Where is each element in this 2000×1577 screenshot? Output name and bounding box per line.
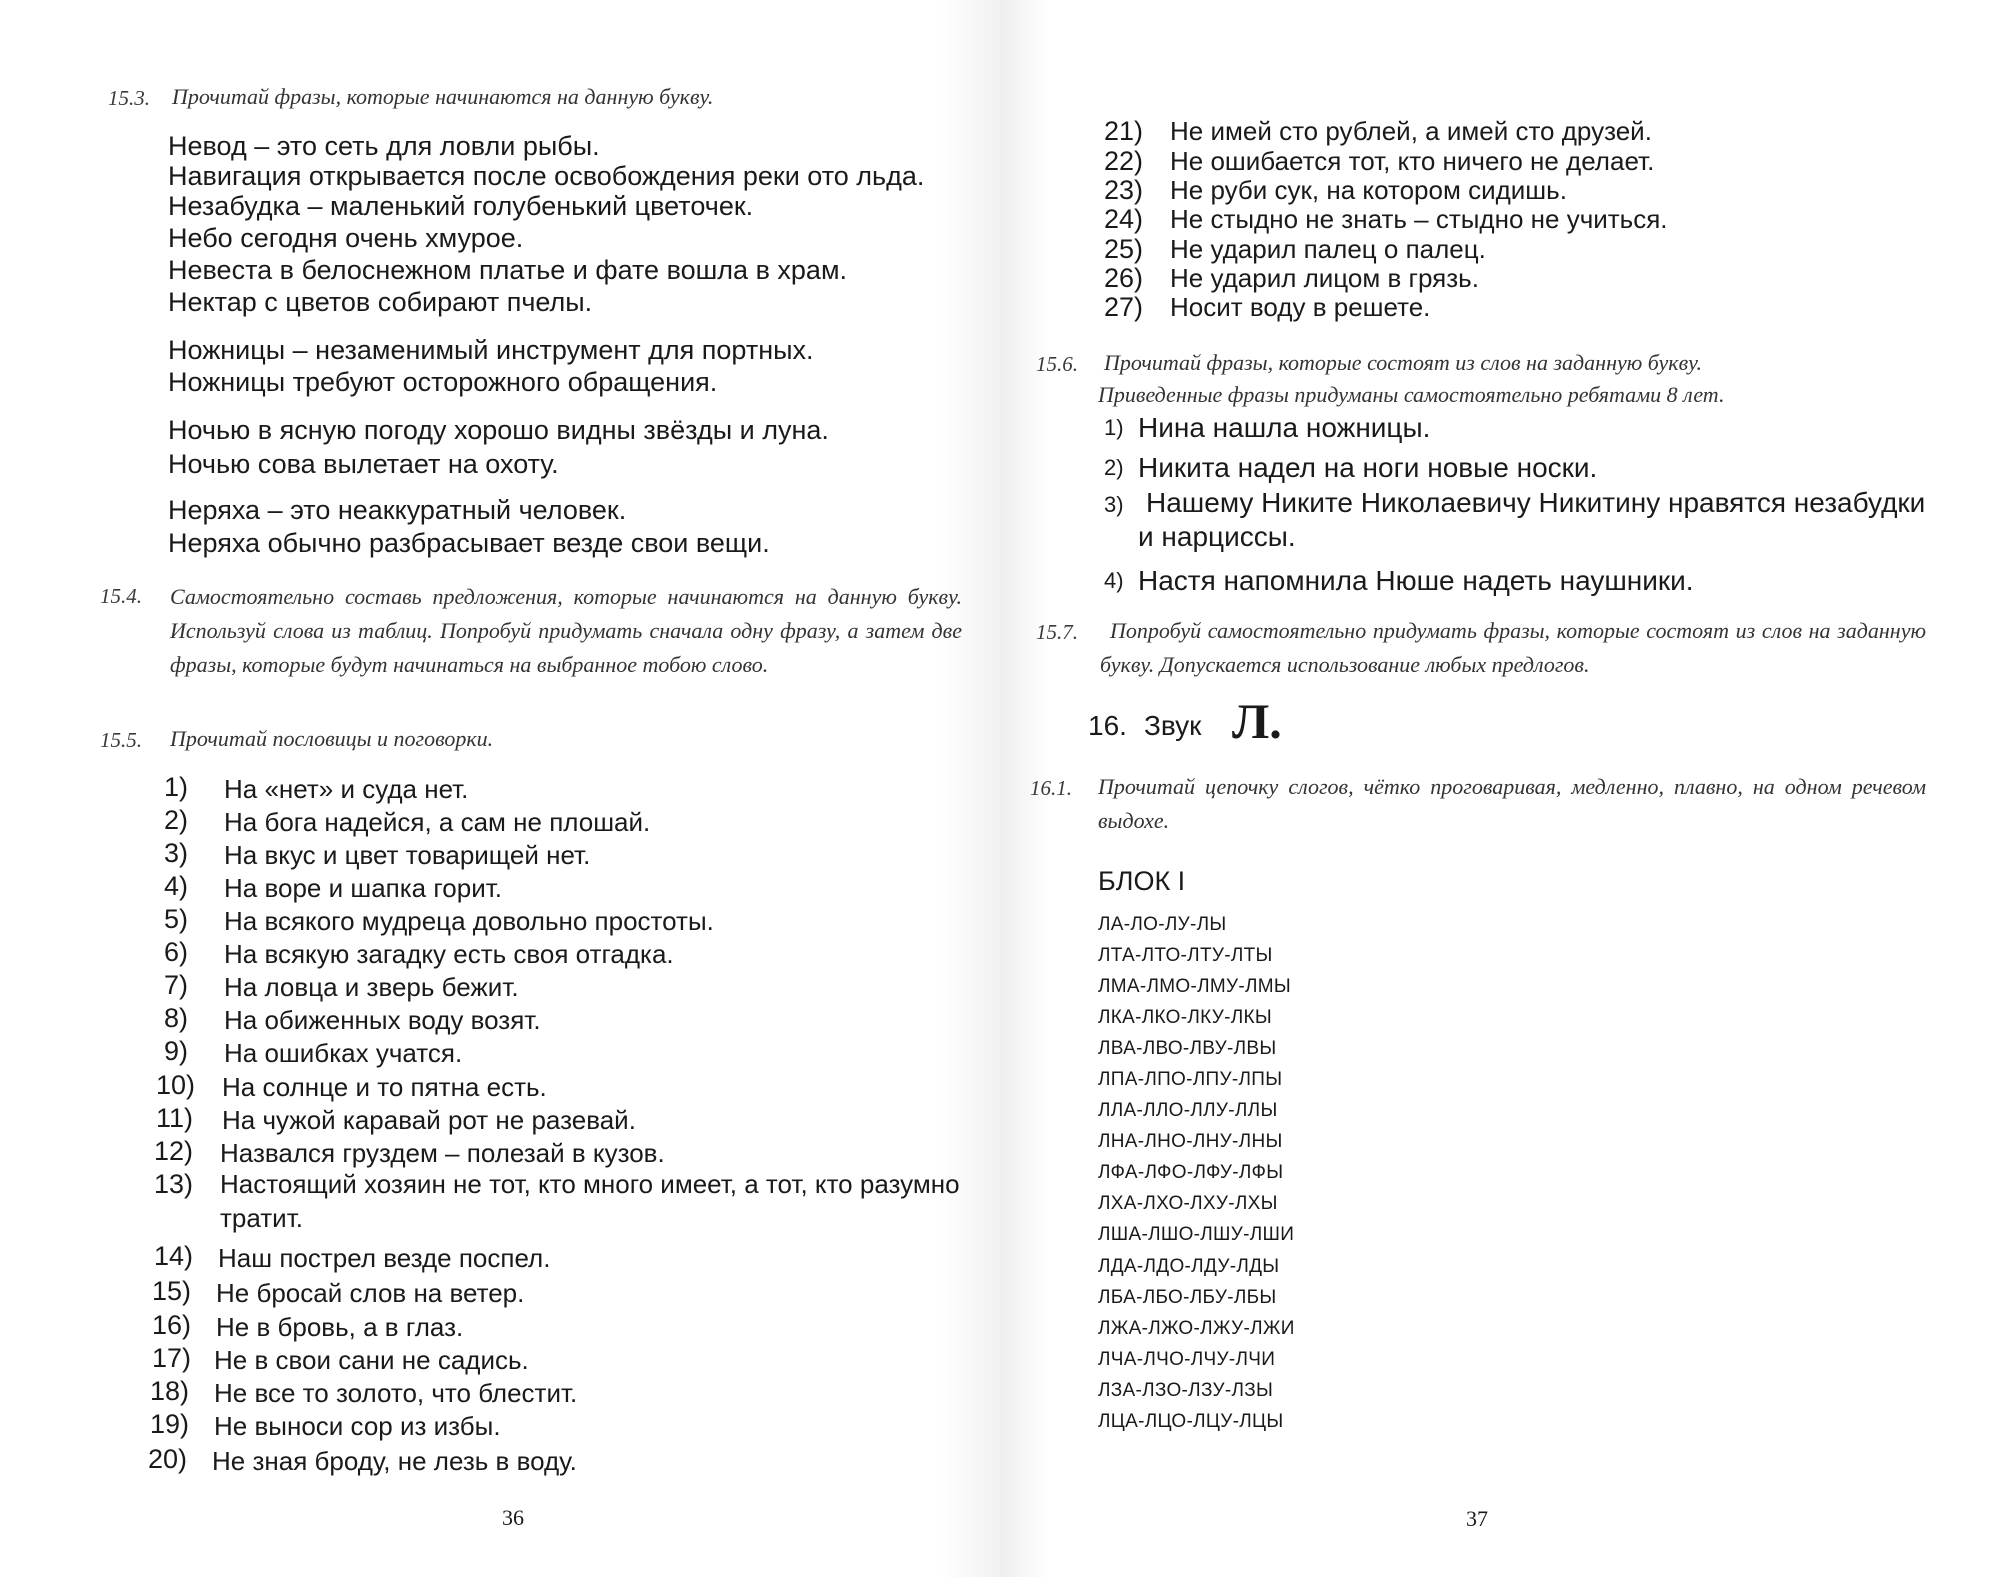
list-item-number: 20) xyxy=(148,1444,188,1474)
task-15-6-line-1: Прочитай фразы, которые состоят из слов на заданную букву. xyxy=(1104,350,1703,375)
list-item-number: 16) xyxy=(152,1310,192,1340)
list-item-text: На ловца и зверь бежит. xyxy=(224,972,519,1002)
list-item-number: 3) xyxy=(1104,492,1124,517)
list-item-text: Не в бровь, а в глаз. xyxy=(216,1312,464,1342)
list-item-text: Не ударил лицом в грязь. xyxy=(1170,263,1479,293)
list-item-text: Не стыдно не знать – стыдно не учиться. xyxy=(1170,204,1668,234)
syllable-chain: ЛКА-ЛКО-ЛКУ-ЛКЫ xyxy=(1098,1007,1272,1028)
list-item-text: На чужой каравай рот не разевай. xyxy=(222,1105,636,1135)
list-item-number: 21) xyxy=(1104,116,1144,146)
syllable-chain: ЛНА-ЛНО-ЛНУ-ЛНЫ xyxy=(1098,1131,1283,1152)
syllable-chain: ЛВА-ЛВО-ЛВУ-ЛВЫ xyxy=(1098,1038,1277,1059)
list-item-number: 26) xyxy=(1104,263,1144,293)
list-item-number: 13) xyxy=(154,1169,194,1199)
syllable-chain: ЛМА-ЛМО-ЛМУ-ЛМЫ xyxy=(1098,976,1292,997)
phrase-line: Небо сегодня очень хмурое. xyxy=(168,223,524,253)
list-item-text: Не ошибается тот, кто ничего не делает. xyxy=(1170,146,1655,176)
list-item-number: 3) xyxy=(164,838,189,868)
section-label: Звук xyxy=(1144,710,1202,741)
list-item-number: 7) xyxy=(164,970,189,1000)
list-item-text: На воре и шапка горит. xyxy=(224,873,502,903)
list-item-number: 27) xyxy=(1104,292,1144,322)
list-item-number: 11) xyxy=(156,1103,194,1133)
syllable-chain: ЛПА-ЛПО-ЛПУ-ЛПЫ xyxy=(1098,1069,1283,1090)
list-item-number: 22) xyxy=(1104,146,1144,176)
list-item-text: Не руби сук, на котором сидишь. xyxy=(1170,175,1567,205)
list-item-text: На вкус и цвет товарищей нет. xyxy=(224,840,591,870)
list-item-text: Не все то золото, что блестит. xyxy=(214,1378,578,1408)
syllable-chain: ЛФА-ЛФО-ЛФУ-ЛФЫ xyxy=(1098,1162,1284,1183)
syllable-chain: ЛА-ЛО-ЛУ-ЛЫ xyxy=(1098,914,1227,935)
list-item-number: 6) xyxy=(164,937,189,967)
syllable-chain: ЛХА-ЛХО-ЛХУ-ЛХЫ xyxy=(1098,1193,1278,1214)
list-item-number: 2) xyxy=(164,805,189,835)
list-item-text: Настоящий хозяин не тот, кто много имеет, а тот, кто разумно тратит. xyxy=(220,1169,960,1233)
block-title: БЛОК I xyxy=(1098,866,1186,896)
right-page xyxy=(1000,0,2000,1577)
task-15-7-text: Попробуй самостоятельно придумать фразы, которые состоят из слов на заданную букву. Допускается использование любых предлогов. xyxy=(1100,618,1926,677)
list-item-text: На ошибках учатся. xyxy=(224,1038,463,1068)
phrase-line: Невод – это сеть для ловли рыбы. xyxy=(168,131,600,161)
list-item-text: Не выноси сор из избы. xyxy=(214,1411,501,1441)
list-item-number: 2) xyxy=(1104,455,1124,480)
phrase-line: Ночью сова вылетает на охоту. xyxy=(168,449,559,479)
list-item-number: 1) xyxy=(164,772,189,802)
syllable-chain: ЛБА-ЛБО-ЛБУ-ЛБЫ xyxy=(1098,1287,1277,1308)
list-item-number: 10) xyxy=(156,1070,196,1100)
list-item-number: 23) xyxy=(1104,175,1144,205)
task-15-4-text: Самостоятельно составь предложения, которые начинаются на данную букву. Используй слова из таблиц. Попробуй придумать сначала одну фразу, а затем две фразы, которые будут начинаться на выбранное тобою слово. xyxy=(170,584,962,677)
task-15-6-number: 15.6. xyxy=(1036,352,1078,376)
page-number: 37 xyxy=(1466,1506,1488,1531)
syllable-chain: ЛЖА-ЛЖО-ЛЖУ-ЛЖИ xyxy=(1098,1318,1295,1339)
list-item-text: Не ударил палец о палец. xyxy=(1170,234,1486,264)
list-item-number: 12) xyxy=(154,1136,194,1166)
list-item-text: Настя напомнила Нюше надеть наушники. xyxy=(1138,565,1694,596)
list-item-number: 17) xyxy=(152,1343,192,1373)
list-item-text: Не бросай слов на ветер. xyxy=(216,1278,525,1308)
syllable-chain: ЛЛА-ЛЛО-ЛЛУ-ЛЛЫ xyxy=(1098,1100,1278,1121)
list-item-text: Никита надел на ноги новые носки. xyxy=(1138,452,1598,483)
syllable-chain: ЛЦА-ЛЦО-ЛЦУ-ЛЦЫ xyxy=(1098,1411,1284,1432)
list-item-text: На бога надейся, а сам не плошай. xyxy=(224,807,651,837)
section-letter: Л. xyxy=(1232,693,1282,749)
list-item-text: На обиженных воду возят. xyxy=(224,1005,541,1035)
task-15-3-text: Прочитай фразы, которые начинаются на данную букву. xyxy=(172,84,714,109)
phrase-line: Незабудка – маленький голубенький цветочек. xyxy=(168,191,754,221)
phrase-line: Невеста в белоснежном платье и фате вошла в храм. xyxy=(168,255,848,285)
list-item-text: Нашему Никите Николаевичу Никитину нравятся незабудки и нарциссы. xyxy=(1138,487,1926,552)
list-item-number: 1) xyxy=(1104,415,1124,440)
list-item-number: 9) xyxy=(164,1036,189,1066)
phrase-line: Ночью в ясную погоду хорошо видны звёзды и луна. xyxy=(168,415,829,445)
syllable-chain: ЛЧА-ЛЧО-ЛЧУ-ЛЧИ xyxy=(1098,1349,1276,1370)
phrase-line: Навигация открывается после освобождения реки ото льда. xyxy=(168,161,925,191)
list-item-number: 24) xyxy=(1104,204,1144,234)
list-item-text: Назвался груздем – полезай в кузов. xyxy=(220,1138,665,1168)
syllable-chain: ЛЗА-ЛЗО-ЛЗУ-ЛЗЫ xyxy=(1098,1380,1274,1401)
syllable-chain: ЛДА-ЛДО-ЛДУ-ЛДЫ xyxy=(1098,1256,1280,1277)
list-item-number: 4) xyxy=(164,871,189,901)
list-item-text: Не имей сто рублей, а имей сто друзей. xyxy=(1170,116,1652,146)
list-item-number: 5) xyxy=(164,904,189,934)
phrase-line: Нектар с цветов собирают пчелы. xyxy=(168,287,593,317)
task-15-5-number: 15.5. xyxy=(100,728,142,752)
list-item-number: 8) xyxy=(164,1003,189,1033)
list-item-number: 18) xyxy=(150,1376,190,1406)
list-item-number: 15) xyxy=(152,1276,192,1306)
task-15-3-number: 15.3. xyxy=(108,86,150,110)
list-item-text: На всякого мудреца довольно простоты. xyxy=(224,906,714,936)
list-item-text: На всякую загадку есть своя отгадка. xyxy=(224,939,674,969)
list-item-number: 25) xyxy=(1104,234,1144,264)
task-16-1-text: Прочитай цепочку слогов, чётко проговаривая, медленно, плавно, на одном речевом выдохе. xyxy=(1098,774,1926,833)
list-item-text: Не в свои сани не садись. xyxy=(214,1345,529,1375)
phrase-line: Неряха обычно разбрасывает везде свои вещи. xyxy=(168,528,770,558)
list-item-text: На «нет» и суда нет. xyxy=(224,774,469,804)
task-15-6-line-2: Приведенные фразы придуманы самостоятельно ребятами 8 лет. xyxy=(1098,382,1725,407)
task-15-5-text: Прочитай пословицы и поговорки. xyxy=(170,726,494,751)
list-item-number: 14) xyxy=(154,1241,194,1271)
task-16-1-number: 16.1. xyxy=(1030,776,1072,800)
syllable-chain: ЛТА-ЛТО-ЛТУ-ЛТЫ xyxy=(1098,945,1273,966)
phrase-line: Неряха – это неаккуратный человек. xyxy=(168,495,627,525)
list-item-text: Не зная броду, не лезь в воду. xyxy=(212,1446,577,1476)
list-item-text: На солнце и то пятна есть. xyxy=(222,1072,547,1102)
list-item-text: Нина нашла ножницы. xyxy=(1138,412,1431,443)
task-15-7-number: 15.7. xyxy=(1036,620,1078,644)
phrase-line: Ножницы требуют осторожного обращения. xyxy=(168,367,718,397)
page-number: 36 xyxy=(502,1505,524,1530)
section-number: 16. xyxy=(1088,710,1127,741)
list-item-number: 19) xyxy=(150,1409,190,1439)
list-item-text: Носит воду в решете. xyxy=(1170,292,1431,322)
list-item-number: 4) xyxy=(1104,568,1124,593)
syllable-chain: ЛША-ЛШО-ЛШУ-ЛШИ xyxy=(1098,1224,1295,1245)
list-item-text: Наш пострел везде поспел. xyxy=(218,1243,551,1273)
phrase-line: Ножницы – незаменимый инструмент для портных. xyxy=(168,335,814,365)
task-15-4-number: 15.4. xyxy=(100,584,142,608)
